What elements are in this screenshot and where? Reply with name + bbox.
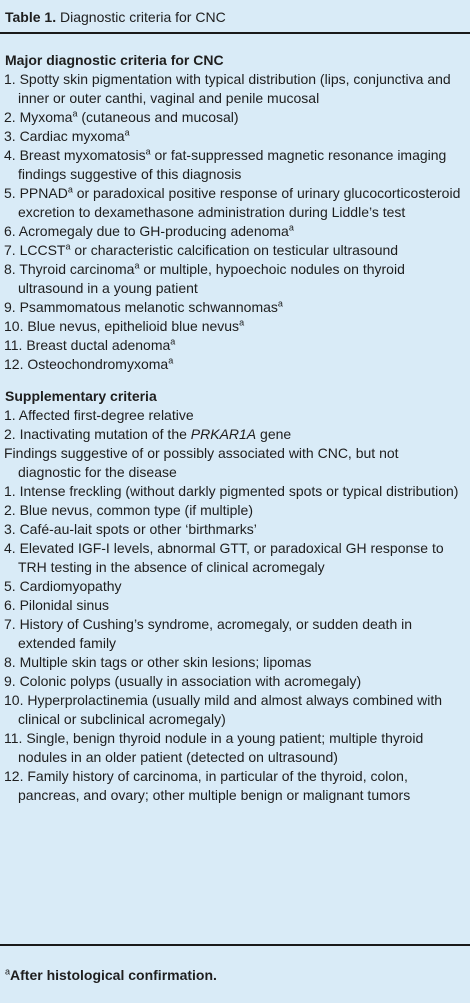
major-criterion-item [0, 70, 470, 108]
major-criterion-text: 4. Breast myxomatosis [4, 147, 146, 163]
finding-item: 7. History of Cushing’s syndrome, acromegaly, or sudden death in extended family [4, 616, 413, 651]
finding-item: 3. Café-au-lait spots or other ‘birthmarks’ [4, 521, 257, 537]
major-criterion-item [0, 317, 470, 336]
finding-item: 10. Hyperprolactinemia (usually mild and almost always combined with clinical or subclinical acromegaly) [4, 692, 443, 727]
major-criterion-item [0, 260, 470, 298]
major-criteria-list [0, 70, 470, 374]
table-title: Diagnostic criteria for CNC [59, 9, 226, 25]
finding-item: 2. Blue nevus, common type (if multiple) [4, 502, 253, 518]
major-criterion-item [0, 108, 470, 127]
finding-item: 11. Single, benign thyroid nodule in a young patient; multiple thyroid nodules in an older patient (detected on ultrasound) [4, 730, 424, 765]
finding-item: 4. Elevated IGF-I levels, abnormal GTT, or paradoxical GH response to TRH testing in the absence of clinical acromegaly [4, 540, 444, 575]
major-criteria-section [0, 50, 470, 374]
major-criterion-text: 11. Breast ductal adenoma [4, 337, 171, 353]
major-criterion-text: 8. Thyroid carcinoma [4, 261, 135, 277]
supplementary-item-2-text: 2. Inactivating mutation of the [4, 426, 191, 442]
footnote-mark: a [5, 966, 11, 977]
table-label: Table 1. [5, 9, 57, 25]
finding-item: 5. Cardiomyopathy [4, 578, 122, 594]
finding-item: 6. Pilonidal sinus [4, 597, 110, 613]
footnote-ref: a [134, 260, 140, 271]
major-criterion-text: 10. Blue nevus, epithelioid blue nevus [4, 318, 240, 334]
major-criterion-text: 1. Spotty skin pigmentation with typical distribution (lips, conjunctiva and inner or outer canthi, vaginal and penile mucosal [4, 71, 451, 106]
footnote-ref: a [124, 127, 130, 138]
table-body [0, 40, 470, 940]
major-criteria-heading: Major diagnostic criteria for CNC [5, 52, 224, 68]
footnote-ref: a [239, 317, 245, 328]
major-criterion-text: 7. LCCST [4, 242, 66, 258]
footnote-ref: a [67, 184, 73, 195]
footnote-ref: a [277, 298, 283, 309]
major-criterion-text: 12. Osteochondromyxoma [4, 356, 169, 372]
major-criterion-item [0, 127, 470, 146]
major-criterion-text: 6. Acromegaly due to GH-producing adenoma [4, 223, 289, 239]
footnote-ref: a [288, 222, 294, 233]
major-criterion-item [0, 184, 470, 222]
footnote-ref: a [168, 355, 174, 366]
supplementary-item-2 [0, 425, 470, 444]
major-criterion-text-cont: (cutaneous and mucosal) [77, 109, 239, 125]
footnote-ref: a [170, 336, 176, 347]
major-criterion-item [0, 336, 470, 355]
major-criterion-text: 2. Myxoma [4, 109, 73, 125]
supplementary-item-1: 1. Affected first-degree relative [4, 407, 194, 423]
major-criterion-item [0, 146, 470, 184]
supplementary-criteria-heading: Supplementary criteria [5, 388, 157, 404]
table-footnote [0, 944, 470, 1003]
findings-list [0, 482, 470, 805]
table-caption [0, 0, 470, 34]
major-criterion-item [0, 298, 470, 317]
major-criterion-item [0, 355, 470, 374]
major-criterion-item [0, 241, 470, 260]
major-criterion-text: 3. Cardiac myxoma [4, 128, 125, 144]
finding-item: 9. Colonic polyps (usually in association with acromegaly) [4, 673, 362, 689]
supplementary-item-2-suffix: gene [256, 426, 292, 442]
major-criterion-text-cont: or characteristic calcification on testicular ultrasound [70, 242, 399, 258]
footnote-ref: a [65, 241, 71, 252]
findings-subheading: Findings suggestive of or possibly associated with CNC, but not diagnostic for the disease [4, 445, 399, 480]
finding-item: 12. Family history of carcinoma, in particular of the thyroid, colon, pancreas, and ovary; other multiple benign or malignant tumors [4, 768, 411, 803]
major-criterion-text-cont: or multiple, hypoechoic nodules on thyroid ultrasound in a young patient [18, 261, 405, 296]
footnote-ref: a [145, 146, 151, 157]
supplementary-criteria-section [0, 386, 470, 805]
major-criterion-text: 5. PPNAD [4, 185, 68, 201]
finding-item: 1. Intense freckling (without darkly pigmented spots or typical distribution) [4, 483, 459, 499]
finding-item: 8. Multiple skin tags or other skin lesions; lipomas [4, 654, 312, 670]
major-criterion-text: 9. Psammomatous melanotic schwannomas [4, 299, 278, 315]
major-criterion-text-cont: or fat-suppressed magnetic resonance imaging findings suggestive of this diagnosis [18, 147, 447, 182]
major-criterion-text-cont: or paradoxical positive response of urinary glucocorticosteroid excretion to dexamethasone administration during Liddle’s test [18, 185, 461, 220]
gene-name: PRKAR1A [190, 426, 257, 442]
major-criterion-item [0, 222, 470, 241]
footnote-text: After histological confirmation. [10, 967, 217, 983]
footnote-ref: a [72, 108, 78, 119]
